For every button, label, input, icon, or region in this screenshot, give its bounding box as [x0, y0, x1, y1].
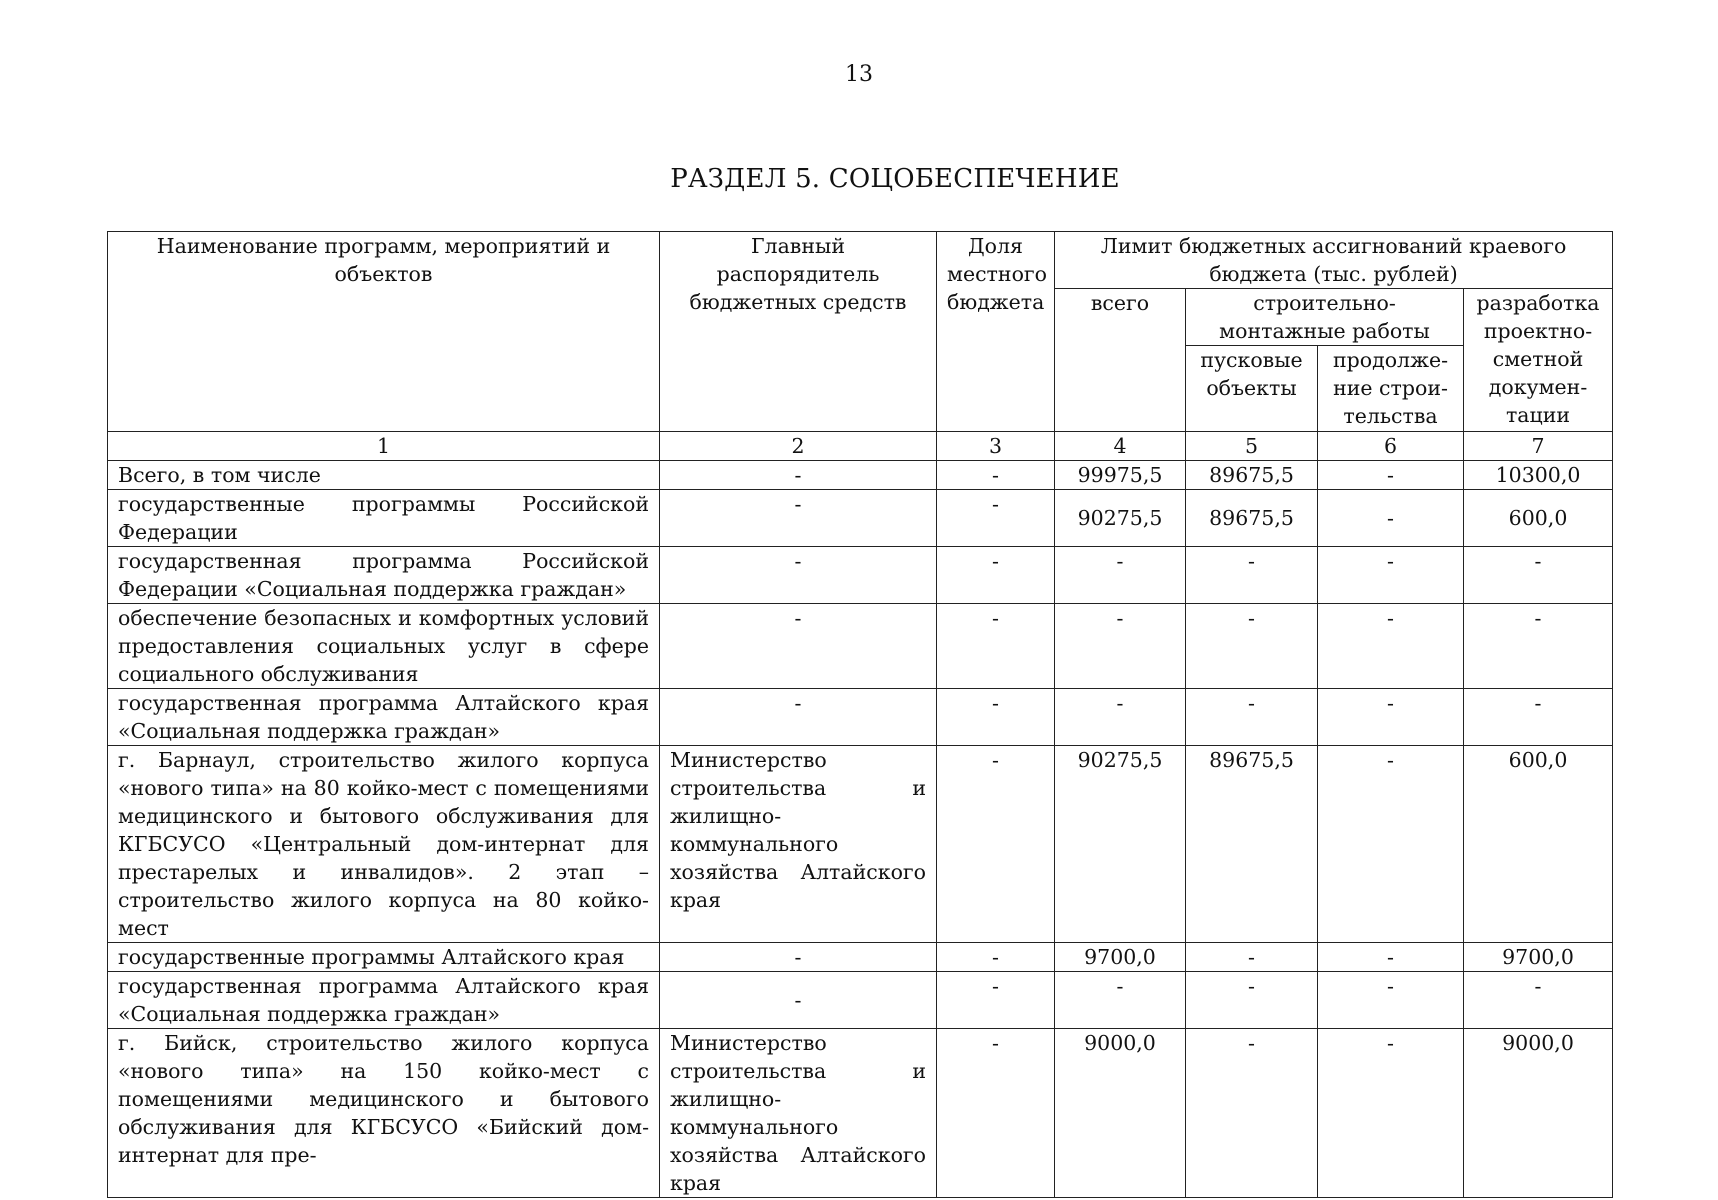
- column-number: 5: [1186, 432, 1318, 461]
- row-total: 9700,0: [1055, 943, 1186, 972]
- row-manager: -: [660, 943, 937, 972]
- row-launch: 89675,5: [1186, 461, 1318, 490]
- row-design: 600,0: [1464, 490, 1613, 547]
- row-local-share: -: [937, 604, 1055, 689]
- header-total: всего: [1055, 289, 1186, 432]
- row-total: 99975,5: [1055, 461, 1186, 490]
- row-launch: -: [1186, 689, 1318, 746]
- row-name: г. Барнаул, строительство жилого корпуса «нового типа» на 80 койко-мест с помещениями медицинского и бытового обслуживания для КГБСУСО «Центральный дом-интернат для престарелых и инвалидов». 2 этап – строительство жилого корпуса на 80 койко-мест: [108, 746, 660, 943]
- row-design: -: [1464, 547, 1613, 604]
- row-design: 9000,0: [1464, 1029, 1613, 1198]
- row-total: -: [1055, 547, 1186, 604]
- header-launch: пусковые объекты: [1186, 346, 1318, 432]
- table-row: [108, 604, 1613, 689]
- table-row: [108, 547, 1613, 604]
- column-number-row: [108, 432, 1613, 461]
- row-local-share: -: [937, 943, 1055, 972]
- row-launch: -: [1186, 547, 1318, 604]
- header-construction: строительно-монтажные работы: [1186, 289, 1464, 346]
- row-launch: -: [1186, 972, 1318, 1029]
- row-design: 600,0: [1464, 746, 1613, 943]
- row-continuing: -: [1318, 1029, 1464, 1198]
- row-name: государственная программа Российской Федерации «Социальная поддержка граждан»: [108, 547, 660, 604]
- row-name: государственная программа Алтайского края «Социальная поддержка граждан»: [108, 689, 660, 746]
- row-continuing: -: [1318, 604, 1464, 689]
- page-number: 13: [845, 62, 873, 87]
- row-local-share: -: [937, 972, 1055, 1029]
- row-design: -: [1464, 972, 1613, 1029]
- row-total: -: [1055, 972, 1186, 1029]
- row-design: -: [1464, 689, 1613, 746]
- header-local-share: Доля местного бюджета: [937, 232, 1055, 432]
- column-number: 6: [1318, 432, 1464, 461]
- row-continuing: -: [1318, 689, 1464, 746]
- section-title: РАЗДЕЛ 5. СОЦОБЕСПЕЧЕНИЕ: [670, 164, 1120, 194]
- table-row: [108, 1029, 1613, 1198]
- row-name: государственные программы Алтайского края: [108, 943, 660, 972]
- table-row: [108, 689, 1613, 746]
- row-local-share: -: [937, 1029, 1055, 1198]
- row-manager: -: [660, 461, 937, 490]
- row-design: 10300,0: [1464, 461, 1613, 490]
- row-manager: Министерство строительства и жилищно-коммунального хозяйства Алтайского края: [660, 1029, 937, 1198]
- column-number: 7: [1464, 432, 1613, 461]
- row-manager: -: [660, 604, 937, 689]
- header-name: Наименование программ, мероприятий и объектов: [108, 232, 660, 432]
- row-launch: -: [1186, 604, 1318, 689]
- row-design: 9700,0: [1464, 943, 1613, 972]
- row-local-share: -: [937, 689, 1055, 746]
- row-name: государственные программы Российской Федерации: [108, 490, 660, 547]
- row-design: -: [1464, 604, 1613, 689]
- row-local-share: -: [937, 746, 1055, 943]
- header-continuing: продолже-ние строи-тельства: [1318, 346, 1464, 432]
- row-name: обеспечение безопасных и комфортных условий предоставления социальных услуг в сфере социального обслуживания: [108, 604, 660, 689]
- row-launch: -: [1186, 1029, 1318, 1198]
- row-total: -: [1055, 689, 1186, 746]
- row-manager: -: [660, 547, 937, 604]
- column-number: 4: [1055, 432, 1186, 461]
- budget-table: [107, 231, 1613, 1198]
- row-local-share: -: [937, 490, 1055, 547]
- row-continuing: -: [1318, 943, 1464, 972]
- row-continuing: -: [1318, 490, 1464, 547]
- row-name: Всего, в том числе: [108, 461, 660, 490]
- column-number: 2: [660, 432, 937, 461]
- row-continuing: -: [1318, 461, 1464, 490]
- row-total: 90275,5: [1055, 490, 1186, 547]
- table-row: [108, 746, 1613, 943]
- row-total: -: [1055, 604, 1186, 689]
- table-row: [108, 461, 1613, 490]
- row-local-share: -: [937, 461, 1055, 490]
- table-row: [108, 972, 1613, 1029]
- row-name: г. Бийск, строительство жилого корпуса «нового типа» на 150 койко-мест с помещениями медицинского и бытового обслуживания для КГБСУСО «Бийский дом-интернат для пре-: [108, 1029, 660, 1198]
- row-manager: -: [660, 689, 937, 746]
- header-manager: Главный распорядитель бюджетных средств: [660, 232, 937, 432]
- header-limit: Лимит бюджетных ассигнований краевого бюджета (тыс. рублей): [1055, 232, 1613, 289]
- row-total: 9000,0: [1055, 1029, 1186, 1198]
- row-local-share: -: [937, 547, 1055, 604]
- column-number: 3: [937, 432, 1055, 461]
- row-total: 90275,5: [1055, 746, 1186, 943]
- row-continuing: -: [1318, 547, 1464, 604]
- header-design: разработка проектно-сметной докумен-тации: [1464, 289, 1613, 432]
- column-number: 1: [108, 432, 660, 461]
- row-continuing: -: [1318, 972, 1464, 1029]
- table-row: [108, 943, 1613, 972]
- table-row: [108, 490, 1613, 547]
- row-launch: 89675,5: [1186, 746, 1318, 943]
- row-manager: Министерство строительства и жилищно-коммунального хозяйства Алтайского края: [660, 746, 937, 943]
- row-launch: 89675,5: [1186, 490, 1318, 547]
- row-manager: -: [660, 972, 937, 1029]
- row-name: государственная программа Алтайского края «Социальная поддержка граждан»: [108, 972, 660, 1029]
- row-continuing: -: [1318, 746, 1464, 943]
- row-manager: -: [660, 490, 937, 547]
- row-launch: -: [1186, 943, 1318, 972]
